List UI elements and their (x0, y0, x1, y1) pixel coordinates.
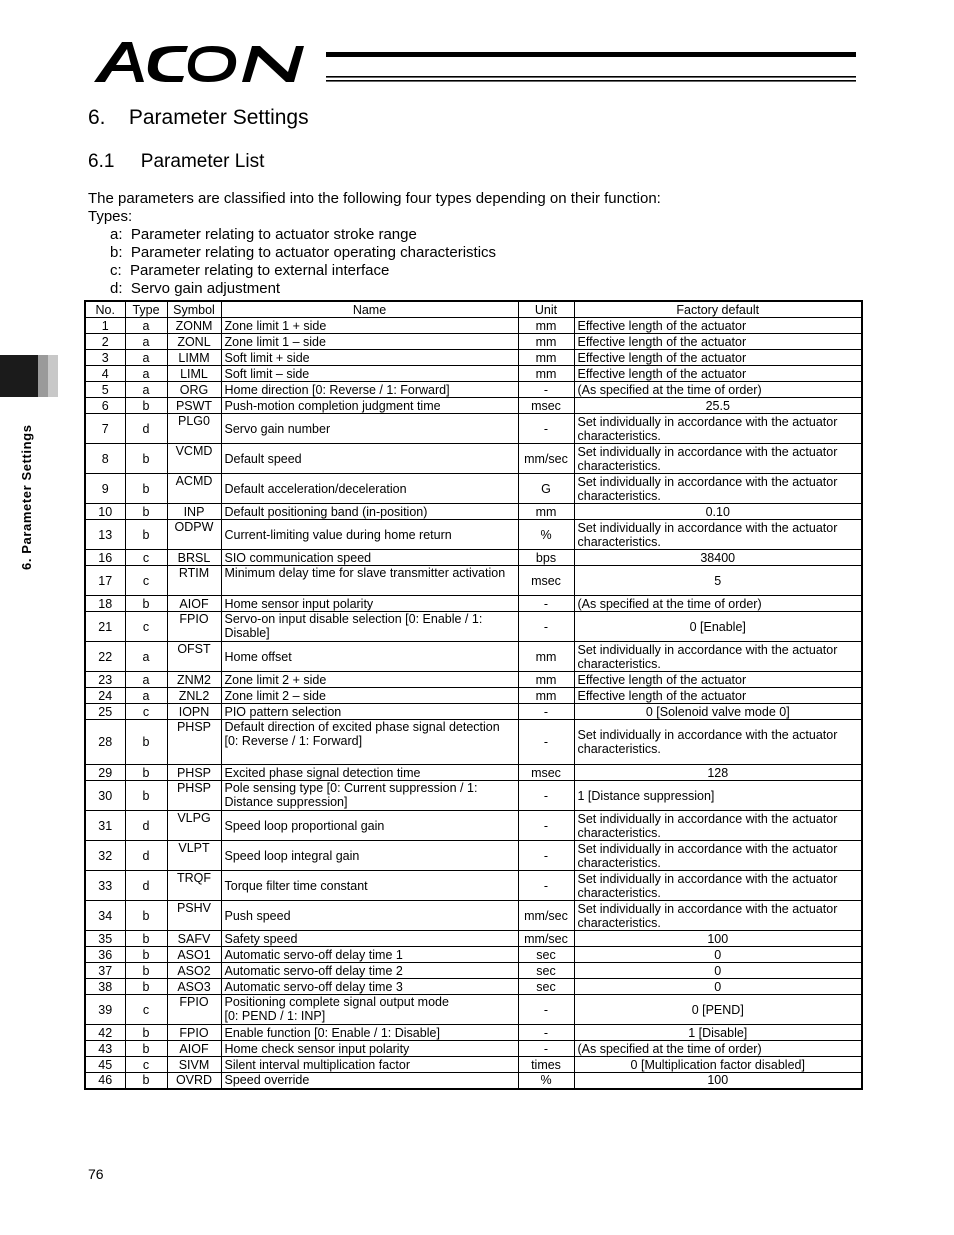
cell-symbol: PHSP (167, 765, 221, 781)
cell-default: Set individually in accordance with the actuator characteristics. (574, 474, 862, 504)
cell-type: b (125, 963, 167, 979)
cell-type: a (125, 642, 167, 672)
cell-name: Home check sensor input polarity (221, 1041, 518, 1057)
cell-unit: sec (518, 963, 574, 979)
table-row (85, 350, 862, 366)
cell-unit: mm/sec (518, 931, 574, 947)
cell-symbol: TRQF (167, 871, 221, 901)
type-item-b: b: Parameter relating to actuator operating characteristics (110, 244, 497, 261)
cell-unit: mm/sec (518, 901, 574, 931)
table-row (85, 947, 862, 963)
cell-symbol: IOPN (167, 704, 221, 720)
cell-unit: - (518, 781, 574, 811)
cell-name: Zone limit 1 + side (221, 318, 518, 334)
cell-unit: mm (518, 688, 574, 704)
cell-unit: - (518, 1041, 574, 1057)
cell-default: Set individually in accordance with the actuator characteristics. (574, 841, 862, 871)
table-row (85, 765, 862, 781)
cell-unit: - (518, 995, 574, 1025)
cell-default: 128 (574, 765, 862, 781)
cell-no: 29 (85, 765, 125, 781)
table-row (85, 566, 862, 596)
cell-symbol: SIVM (167, 1057, 221, 1073)
cell-symbol: SAFV (167, 931, 221, 947)
table-row (85, 704, 862, 720)
cell-default: 100 (574, 1073, 862, 1089)
cell-unit: - (518, 596, 574, 612)
table-row (85, 931, 862, 947)
cell-no: 36 (85, 947, 125, 963)
cell-unit: mm (518, 350, 574, 366)
cell-unit: % (518, 1073, 574, 1089)
cell-default: 0 [Enable] (574, 612, 862, 642)
cell-type: c (125, 995, 167, 1025)
cell-name: Zone limit 2 + side (221, 672, 518, 688)
table-row (85, 1025, 862, 1041)
cell-type: b (125, 596, 167, 612)
cell-no: 1 (85, 318, 125, 334)
cell-symbol: PSHV (167, 901, 221, 931)
cell-type: b (125, 979, 167, 995)
cell-default: 1 [Distance suppression] (574, 781, 862, 811)
cell-unit: mm (518, 318, 574, 334)
cell-symbol: FPIO (167, 1025, 221, 1041)
cell-unit: - (518, 871, 574, 901)
cell-symbol: ZONL (167, 334, 221, 350)
cell-default: 0 [Solenoid valve mode 0] (574, 704, 862, 720)
cell-default: Effective length of the actuator (574, 334, 862, 350)
cell-type: a (125, 334, 167, 350)
cell-type: b (125, 444, 167, 474)
table-row (85, 1073, 862, 1089)
type-item-d: d: Servo gain adjustment (110, 280, 281, 297)
cell-unit: bps (518, 550, 574, 566)
cell-name: Automatic servo-off delay time 2 (221, 963, 518, 979)
table-header-row (85, 301, 862, 318)
cell-symbol: OFST (167, 642, 221, 672)
cell-unit: - (518, 612, 574, 642)
cell-default: 0 (574, 963, 862, 979)
cell-no: 33 (85, 871, 125, 901)
table-row (85, 688, 862, 704)
cell-no: 42 (85, 1025, 125, 1041)
cell-name: Default positioning band (in-position) (221, 504, 518, 520)
cell-default: (As specified at the time of order) (574, 382, 862, 398)
cell-type: a (125, 688, 167, 704)
cell-name: Home direction [0: Reverse / 1: Forward] (221, 382, 518, 398)
cell-unit: - (518, 704, 574, 720)
cell-no: 35 (85, 931, 125, 947)
page-number: 76 (88, 1166, 104, 1182)
cell-symbol: ASO2 (167, 963, 221, 979)
cell-no: 34 (85, 901, 125, 931)
table-row (85, 596, 862, 612)
cell-type: b (125, 947, 167, 963)
cell-symbol: AIOF (167, 1041, 221, 1057)
cell-type: d (125, 414, 167, 444)
table-row (85, 811, 862, 841)
cell-no: 8 (85, 444, 125, 474)
cell-default: Effective length of the actuator (574, 350, 862, 366)
cell-name: Default direction of excited phase signal detection [0: Reverse / 1: Forward] (221, 720, 518, 765)
cell-symbol: PSWT (167, 398, 221, 414)
cell-type: b (125, 720, 167, 765)
cell-symbol: FPIO (167, 612, 221, 642)
cell-name: Minimum delay time for slave transmitter activation (221, 566, 518, 596)
table-row (85, 720, 862, 765)
cell-no: 32 (85, 841, 125, 871)
cell-unit: mm (518, 504, 574, 520)
cell-type: c (125, 566, 167, 596)
cell-symbol: VLPG (167, 811, 221, 841)
cell-symbol: VLPT (167, 841, 221, 871)
cell-name: Default speed (221, 444, 518, 474)
cell-no: 6 (85, 398, 125, 414)
cell-name: Servo-on input disable selection [0: Enable / 1: Disable] (221, 612, 518, 642)
cell-default: Set individually in accordance with the actuator characteristics. (574, 642, 862, 672)
cell-unit: - (518, 811, 574, 841)
cell-unit: - (518, 382, 574, 398)
cell-no: 28 (85, 720, 125, 765)
cell-no: 38 (85, 979, 125, 995)
cell-no: 30 (85, 781, 125, 811)
table-row (85, 1041, 862, 1057)
cell-unit: - (518, 414, 574, 444)
cell-name: Soft limit – side (221, 366, 518, 382)
table-row (85, 963, 862, 979)
cell-default: Set individually in accordance with the actuator characteristics. (574, 520, 862, 550)
cell-type: b (125, 398, 167, 414)
cell-name: Positioning complete signal output mode [0: PEND / 1: INP] (221, 995, 518, 1025)
cell-type: b (125, 1025, 167, 1041)
cell-type: b (125, 474, 167, 504)
cell-type: a (125, 366, 167, 382)
cell-type: a (125, 672, 167, 688)
cell-no: 45 (85, 1057, 125, 1073)
table-row (85, 781, 862, 811)
type-item-c: c: Parameter relating to external interface (110, 262, 390, 279)
table-row (85, 612, 862, 642)
cell-name: Excited phase signal detection time (221, 765, 518, 781)
table-row (85, 318, 862, 334)
chapter-tab-label: 6. Parameter Settings (19, 424, 34, 570)
cell-default: Effective length of the actuator (574, 672, 862, 688)
cell-symbol: LIMM (167, 350, 221, 366)
table-row (85, 642, 862, 672)
cell-symbol: PHSP (167, 720, 221, 765)
cell-no: 13 (85, 520, 125, 550)
cell-type: d (125, 811, 167, 841)
cell-no: 24 (85, 688, 125, 704)
parameter-table (84, 300, 863, 1090)
cell-default: Set individually in accordance with the actuator characteristics. (574, 444, 862, 474)
cell-symbol: VCMD (167, 444, 221, 474)
cell-type: b (125, 781, 167, 811)
cell-name: Current-limiting value during home return (221, 520, 518, 550)
table-row (85, 871, 862, 901)
cell-unit: times (518, 1057, 574, 1073)
cell-default: Set individually in accordance with the actuator characteristics. (574, 901, 862, 931)
table-row (85, 901, 862, 931)
cell-no: 2 (85, 334, 125, 350)
table-row (85, 398, 862, 414)
cell-symbol: ZNL2 (167, 688, 221, 704)
cell-no: 4 (85, 366, 125, 382)
cell-default: 0 [Multiplication factor disabled] (574, 1057, 862, 1073)
cell-name: Enable function [0: Enable / 1: Disable] (221, 1025, 518, 1041)
cell-default: 100 (574, 931, 862, 947)
cell-name: Soft limit + side (221, 350, 518, 366)
cell-type: d (125, 841, 167, 871)
cell-name: Default acceleration/deceleration (221, 474, 518, 504)
cell-name: Push-motion completion judgment time (221, 398, 518, 414)
cell-default: Effective length of the actuator (574, 318, 862, 334)
cell-name: Automatic servo-off delay time 3 (221, 979, 518, 995)
intro-line: The parameters are classified into the following four types depending on their function: (88, 190, 661, 207)
cell-type: c (125, 1057, 167, 1073)
cell-default: (As specified at the time of order) (574, 596, 862, 612)
section-title: 6. Parameter Settings (88, 106, 309, 129)
cell-default: 0 (574, 947, 862, 963)
cell-type: a (125, 350, 167, 366)
cell-name: Pole sensing type [0: Current suppression / 1: Distance suppression] (221, 781, 518, 811)
table-row (85, 979, 862, 995)
cell-default: 25.5 (574, 398, 862, 414)
cell-type: d (125, 871, 167, 901)
cell-unit: mm/sec (518, 444, 574, 474)
cell-unit: - (518, 1025, 574, 1041)
table-row (85, 504, 862, 520)
cell-symbol: ASO1 (167, 947, 221, 963)
parameter-table-body (85, 318, 862, 1089)
cell-name: Torque filter time constant (221, 871, 518, 901)
cell-default: 38400 (574, 550, 862, 566)
cell-type: b (125, 765, 167, 781)
cell-no: 9 (85, 474, 125, 504)
cell-unit: mm (518, 366, 574, 382)
cell-type: c (125, 550, 167, 566)
cell-no: 37 (85, 963, 125, 979)
cell-name: Speed override (221, 1073, 518, 1089)
cell-name: Automatic servo-off delay time 1 (221, 947, 518, 963)
cell-name: Home sensor input polarity (221, 596, 518, 612)
cell-default: Set individually in accordance with the actuator characteristics. (574, 414, 862, 444)
cell-unit: % (518, 520, 574, 550)
cell-type: b (125, 901, 167, 931)
cell-no: 31 (85, 811, 125, 841)
cell-type: b (125, 1073, 167, 1089)
table-row (85, 995, 862, 1025)
cell-type: b (125, 931, 167, 947)
cell-name: Safety speed (221, 931, 518, 947)
cell-type: b (125, 504, 167, 520)
cell-type: a (125, 318, 167, 334)
cell-unit: sec (518, 947, 574, 963)
cell-type: b (125, 520, 167, 550)
cell-default: 0 (574, 979, 862, 995)
cell-type: c (125, 704, 167, 720)
table-row (85, 382, 862, 398)
cell-no: 39 (85, 995, 125, 1025)
cell-default: 0 [PEND] (574, 995, 862, 1025)
cell-symbol: ORG (167, 382, 221, 398)
cell-type: a (125, 382, 167, 398)
cell-symbol: ZONM (167, 318, 221, 334)
cell-name: Servo gain number (221, 414, 518, 444)
acon-logo (92, 38, 327, 86)
cell-name: Silent interval multiplication factor (221, 1057, 518, 1073)
cell-unit: mm (518, 642, 574, 672)
cell-default: Effective length of the actuator (574, 366, 862, 382)
cell-default: Set individually in accordance with the actuator characteristics. (574, 871, 862, 901)
cell-symbol: ZNM2 (167, 672, 221, 688)
cell-no: 21 (85, 612, 125, 642)
cell-no: 10 (85, 504, 125, 520)
col-header-default: Factory default (574, 301, 862, 318)
col-header-type: Type (125, 301, 167, 318)
cell-default: (As specified at the time of order) (574, 1041, 862, 1057)
types-label: Types: (88, 208, 133, 225)
header-rule (326, 52, 856, 84)
table-row (85, 414, 862, 444)
cell-no: 22 (85, 642, 125, 672)
cell-no: 46 (85, 1073, 125, 1089)
cell-name: Push speed (221, 901, 518, 931)
cell-unit: mm (518, 672, 574, 688)
cell-symbol: PLG0 (167, 414, 221, 444)
cell-default: Effective length of the actuator (574, 688, 862, 704)
cell-no: 5 (85, 382, 125, 398)
cell-symbol: ACMD (167, 474, 221, 504)
cell-symbol: FPIO (167, 995, 221, 1025)
cell-symbol: ASO3 (167, 979, 221, 995)
cell-name: Speed loop proportional gain (221, 811, 518, 841)
cell-no: 25 (85, 704, 125, 720)
intro-text (88, 190, 661, 298)
cell-no: 23 (85, 672, 125, 688)
cell-symbol: PHSP (167, 781, 221, 811)
cell-unit: mm (518, 334, 574, 350)
table-row (85, 366, 862, 382)
cell-default: Set individually in accordance with the actuator characteristics. (574, 811, 862, 841)
cell-unit: msec (518, 566, 574, 596)
cell-type: c (125, 612, 167, 642)
cell-symbol: BRSL (167, 550, 221, 566)
cell-name: Zone limit 1 – side (221, 334, 518, 350)
table-row (85, 444, 862, 474)
cell-no: 3 (85, 350, 125, 366)
table-row (85, 550, 862, 566)
table-row (85, 520, 862, 550)
cell-unit: G (518, 474, 574, 504)
chapter-tab-marker (0, 355, 58, 397)
cell-unit: msec (518, 765, 574, 781)
table-row (85, 474, 862, 504)
col-header-name: Name (221, 301, 518, 318)
cell-no: 7 (85, 414, 125, 444)
cell-symbol: AIOF (167, 596, 221, 612)
cell-default: 1 [Disable] (574, 1025, 862, 1041)
table-row (85, 334, 862, 350)
col-header-symbol: Symbol (167, 301, 221, 318)
cell-no: 17 (85, 566, 125, 596)
cell-name: SIO communication speed (221, 550, 518, 566)
cell-no: 18 (85, 596, 125, 612)
cell-symbol: LIML (167, 366, 221, 382)
type-item-a: a: Parameter relating to actuator stroke range (110, 226, 417, 243)
cell-unit: - (518, 841, 574, 871)
cell-no: 43 (85, 1041, 125, 1057)
cell-name: Speed loop integral gain (221, 841, 518, 871)
table-row (85, 1057, 862, 1073)
cell-default: Set individually in accordance with the actuator characteristics. (574, 720, 862, 765)
cell-symbol: ODPW (167, 520, 221, 550)
subsection-title: 6.1 Parameter List (88, 151, 265, 172)
cell-type: b (125, 1041, 167, 1057)
cell-symbol: OVRD (167, 1073, 221, 1089)
cell-unit: sec (518, 979, 574, 995)
cell-no: 16 (85, 550, 125, 566)
table-row (85, 672, 862, 688)
cell-unit: msec (518, 398, 574, 414)
col-header-no: No. (85, 301, 125, 318)
cell-default: 5 (574, 566, 862, 596)
cell-name: Zone limit 2 – side (221, 688, 518, 704)
table-row (85, 841, 862, 871)
col-header-unit: Unit (518, 301, 574, 318)
cell-name: PIO pattern selection (221, 704, 518, 720)
cell-name: Home offset (221, 642, 518, 672)
cell-default: 0.10 (574, 504, 862, 520)
cell-unit: - (518, 720, 574, 765)
cell-symbol: INP (167, 504, 221, 520)
cell-symbol: RTIM (167, 566, 221, 596)
